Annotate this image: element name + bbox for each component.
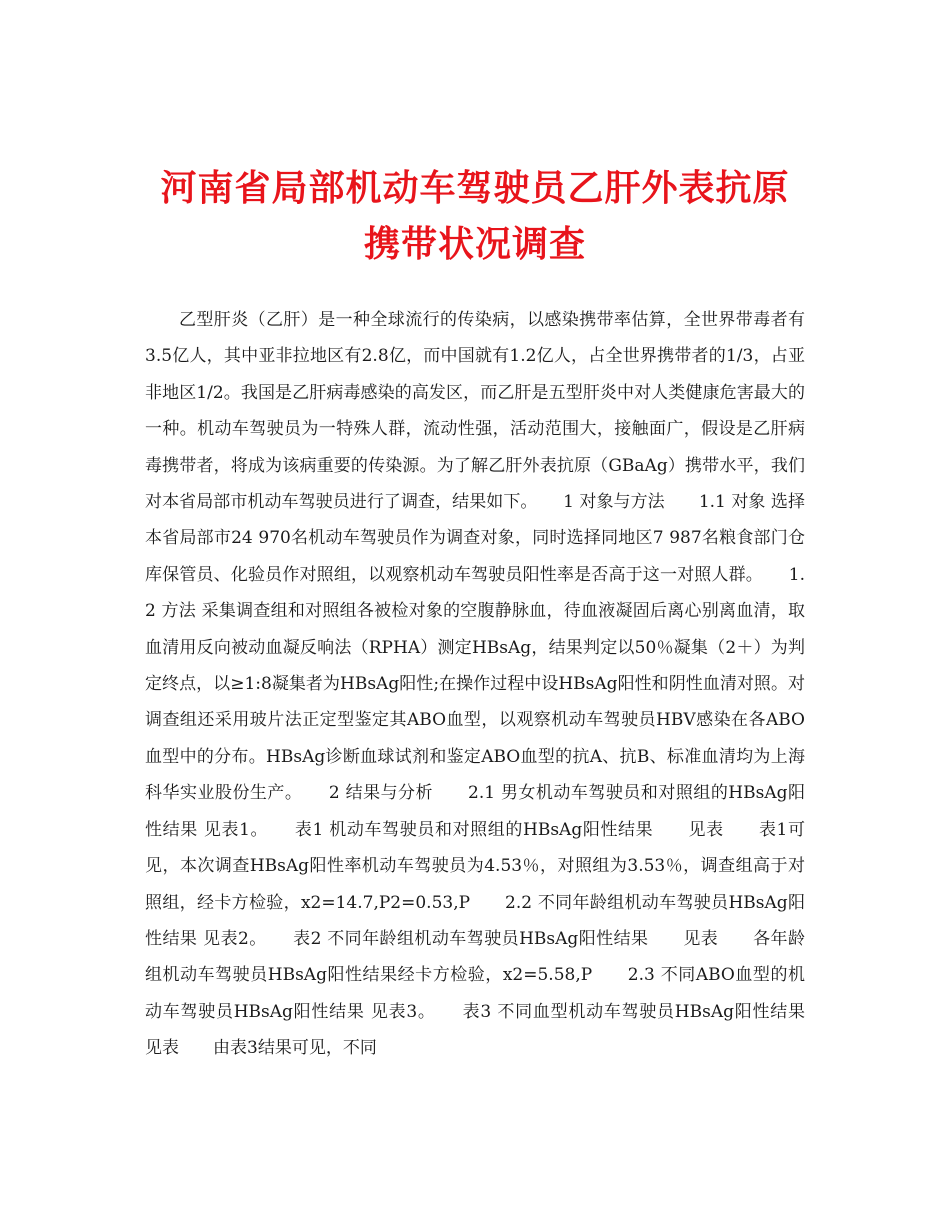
body-paragraph: 乙型肝炎（乙肝）是一种全球流行的传染病，以感染携带率估算，全世界带毒者有3.5亿人，其中亚非拉地区有2.8亿，而中国就有1.2亿人，占全世界携带者的1/3，占亚非地区1/2。我国是乙肝病毒感染的高发区，而乙肝是五型肝炎中对人类健康危害最大的一种。机动车驾驶员为一特殊人群，流动性强，活动范围大，接触面广，假设是乙肝病毒携带者，将成为该病重要的传染源。为了解乙肝外表抗原（GBaAg）携带水平，我们对本省局部市机动车驾驶员进行了调查，结果如下。 1 对象与方法 1.1 对象 选择本省局部市24 970名机动车驾驶员作为调查对象，同时选择同地区7 987名粮食部门仓库保管员、化验员作对照组，以观察机动车驾驶员阳性率是否高于这一对照人群。 1.2 方法 采集调查组和对照组各被检对象的空腹静脉血，待血液凝固后离心别离血清，取血清用反向被动血凝反响法（RPHA）测定HBsAg，结果判定以50％凝集（2＋）为判定终点，以≥1:8凝集者为HBsAg阳性;在操作过程中设HBsAg阳性和阴性血清对照。对调查组还采用玻片法正定型鉴定其ABO血型，以观察机动车驾驶员HBV感染在各ABO血型中的分布。HBsAg诊断血球试剂和鉴定ABO血型的抗A、抗B、标准血清均为上海科华实业股份生产。 2 结果与分析 2.1 男女机动车驾驶员和对照组的HBsAg阳性结果 见表1。 表1 机动车驾驶员和对照组的HBsAg阳性结果 见表 表1可见，本次调查HBsAg阳性率机动车驾驶员为4.53％，对照组为3.53％，调查组高于对照组，经卡方检验，x2=14.7,P2=0.53,P 2.2 不同年龄组机动车驾驶员HBsAg阳性结果 见表2。 表2 不同年龄组机动车驾驶员HBsAg阳性结果 见表 各年龄组机动车驾驶员HBsAg阳性结果经卡方检验，x2=5.58,P 2.3 不同ABO血型的机动车驾驶员HBsAg阳性结果 见表3。 表3 不同血型机动车驾驶员HBsAg阳性结果 见表 由表3结果可见，不同 [145, 310, 839, 1059]
document-title [120, 160, 830, 272]
title-line-1: 河南省局部机动车驾驶员乙肝外表抗原 [160, 167, 790, 210]
title-line-2: 携带状况调查 [363, 223, 586, 266]
